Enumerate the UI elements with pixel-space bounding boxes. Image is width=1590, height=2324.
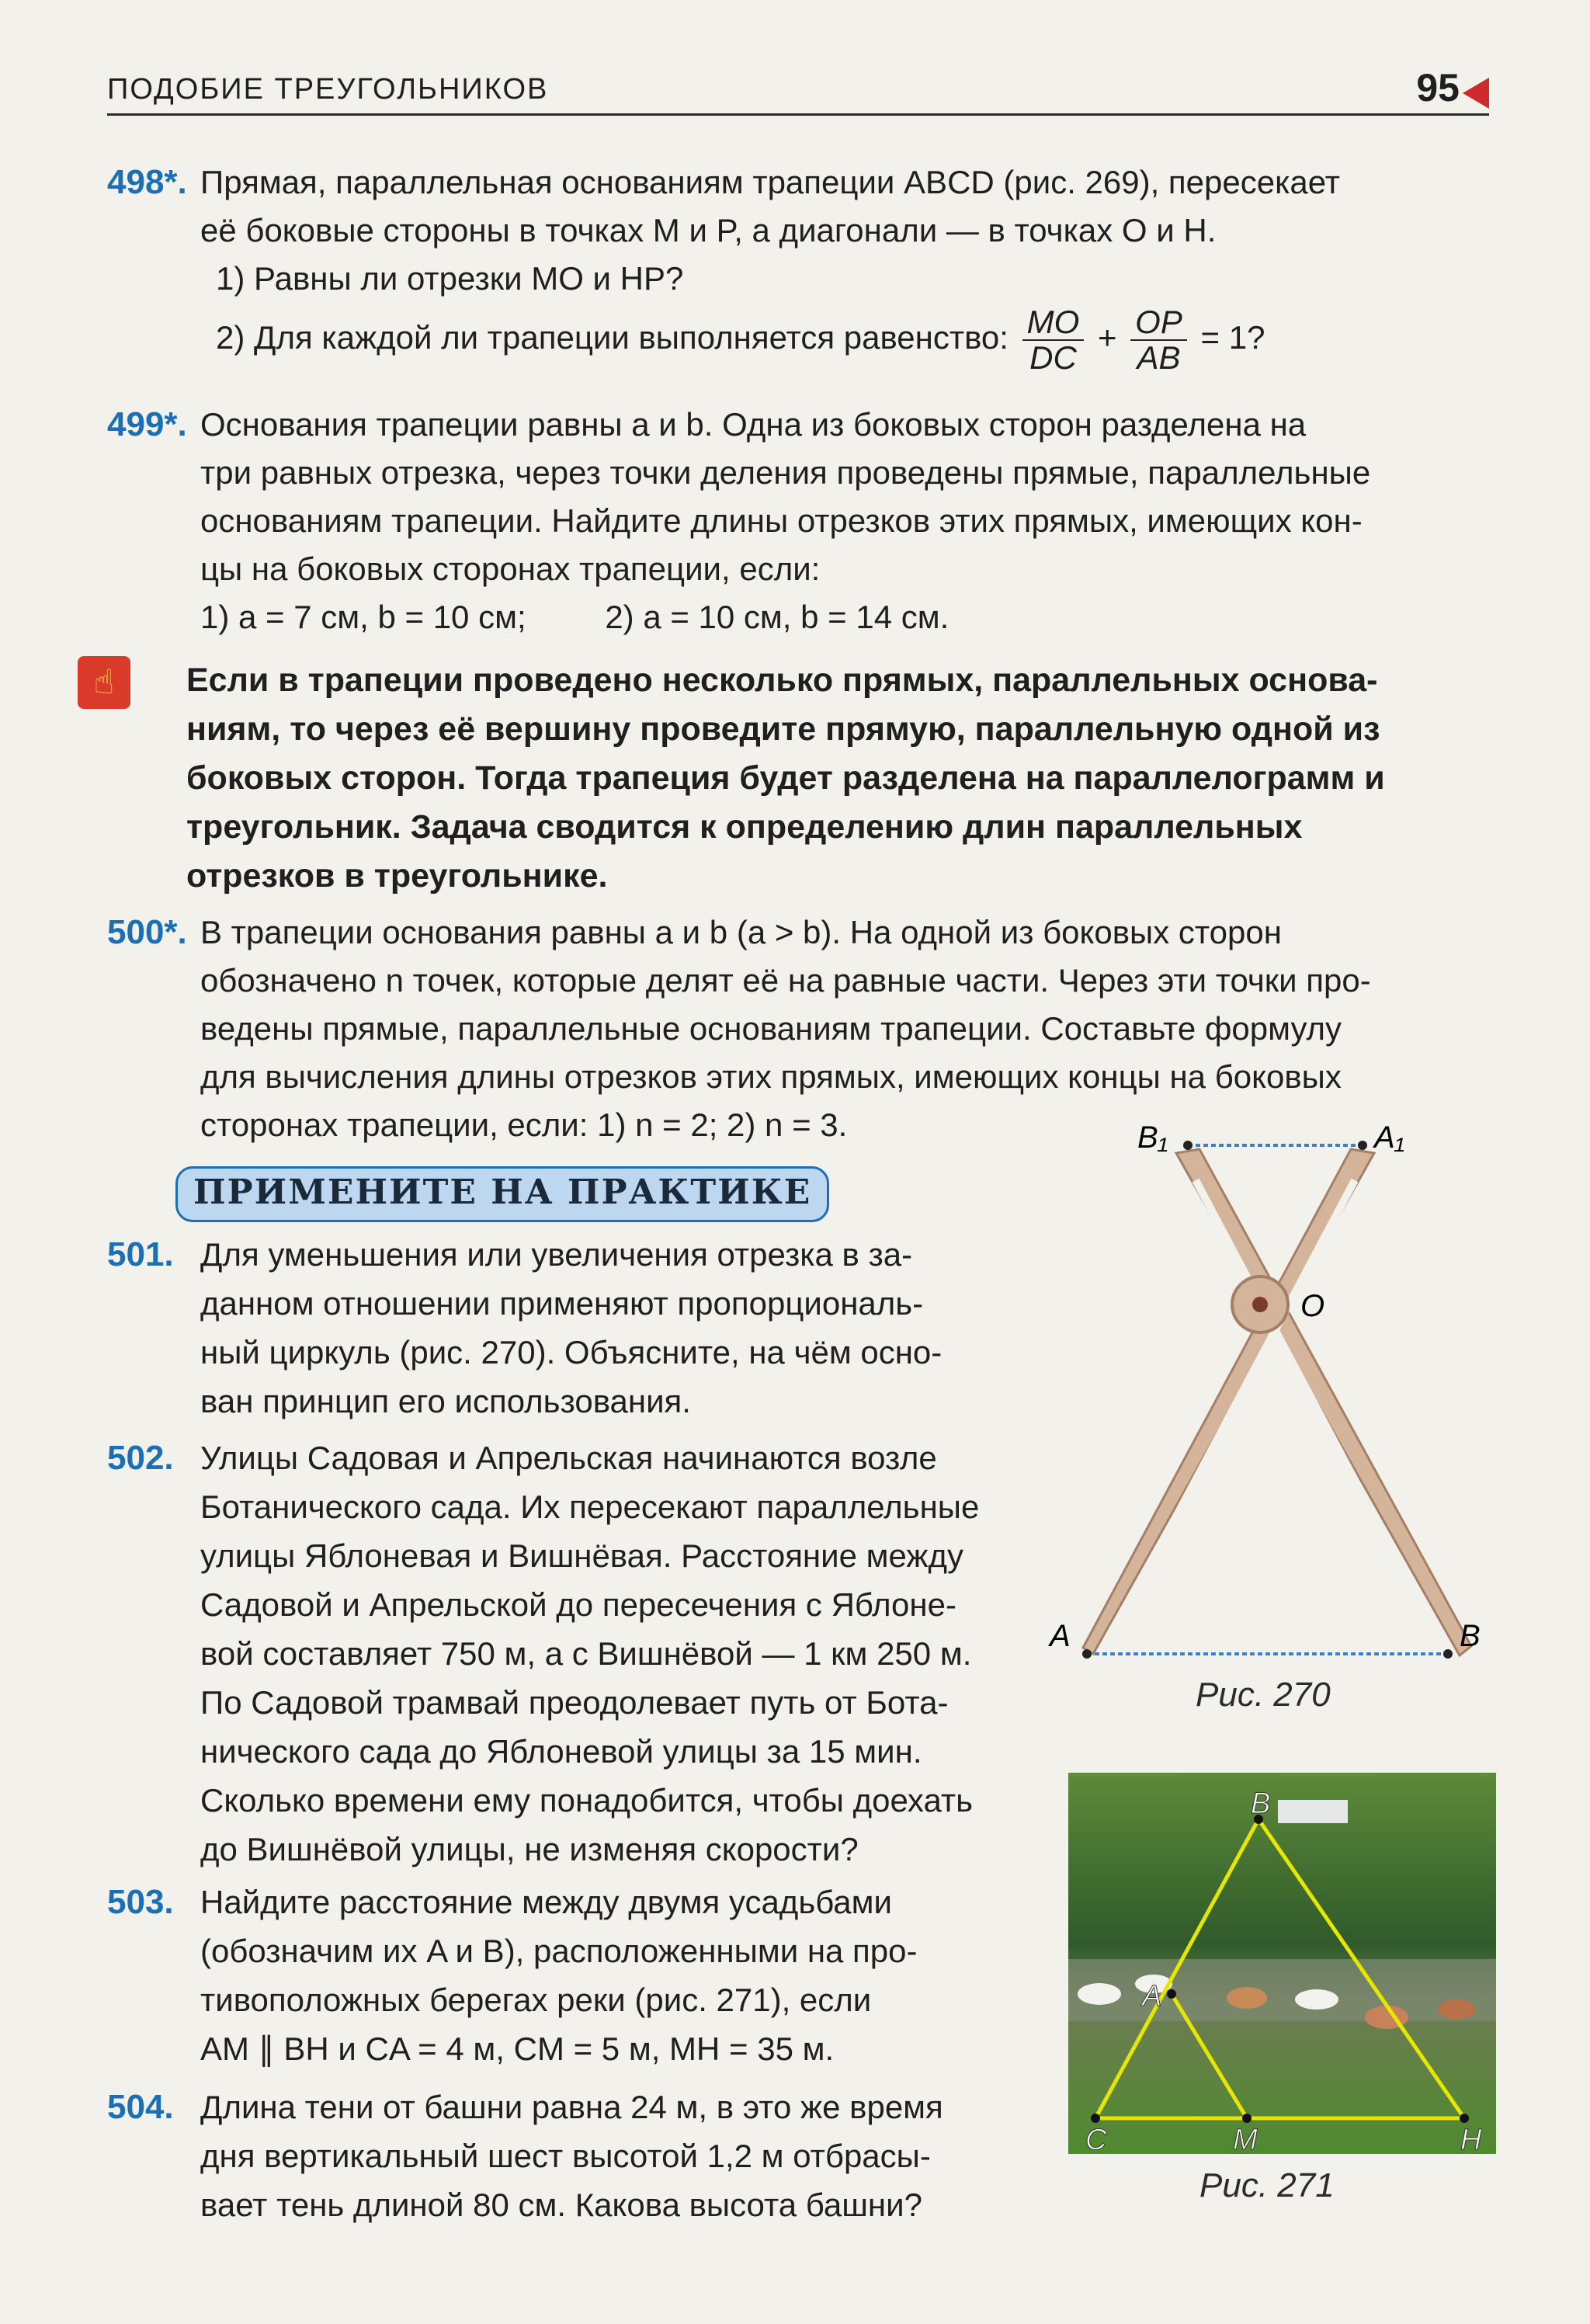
task-499 (107, 401, 1489, 641)
task-text: Найдите расстояние между двумя усадьбами (200, 1884, 892, 1920)
task-text: улицы Яблоневая и Вишнёвая. Расстояние между (200, 1537, 963, 1574)
goose (1295, 1989, 1338, 2010)
task-500 (107, 908, 1489, 1149)
task-text: Основания трапеции равны a и b. Одна из боковых сторон разделена на (200, 406, 1307, 443)
fraction-op-ab (1130, 305, 1187, 375)
task-text: её боковые стороны в точках M и P, а диагонали — в точках O и H. (200, 212, 1217, 248)
label-c: C (1085, 2124, 1107, 2154)
label-a1: A₁ (1374, 1120, 1405, 1155)
label-a: A (1050, 1619, 1071, 1653)
leg-slot (1157, 1180, 1355, 1553)
hint-text: треугольник. Задача сводится к определению длин параллельных (186, 808, 1303, 846)
task-text: ный циркуль (рис. 270). Объясните, на чём осно- (200, 1334, 943, 1370)
point-b1 (1183, 1141, 1192, 1150)
hint-text: боковых сторон. Тогда трапеция будет разделена на параллелограмм и (186, 759, 1385, 797)
river (1068, 1959, 1496, 2021)
page-header (107, 68, 1489, 116)
task-text: Садовой и Апрельской до пересечения с Яблоне- (200, 1586, 956, 1623)
label-a: A (1142, 1980, 1162, 2013)
label-b: B (1251, 1787, 1271, 1820)
label-m: M (1233, 2124, 1258, 2154)
task-text: (обозначим их A и B), расположенными на про- (200, 1933, 918, 1969)
task-text: AM ∥ BH и CA = 4 м, CM = 5 м, MH = 35 м. (200, 2030, 835, 2067)
task-number: 501. (107, 1235, 174, 1273)
task-text: Сколько времени ему понадобится, чтобы доехать (200, 1782, 974, 1819)
task-text: Ботанического сада. Их пересекают параллельные (200, 1489, 980, 1525)
point-m (1242, 2114, 1252, 2123)
denominator: AB (1137, 339, 1181, 376)
numerator: MO (1022, 305, 1085, 341)
hint-text: ниям, то через её вершину проведите прямую, параллельную одной из (186, 710, 1380, 748)
case-2: 2) a = 10 см, b = 14 см. (605, 599, 949, 635)
task-text: тивоположных берегах реки (рис. 271), если (200, 1982, 872, 2018)
task-text: Улицы Садовая и Апрельская начинаются возле (200, 1440, 937, 1476)
task-text: ван принцип его использования. (200, 1383, 691, 1419)
task-text: дня вертикальный шест высотой 1,2 м отбрасы- (200, 2138, 931, 2174)
denominator: DC (1029, 339, 1077, 376)
task-498 (107, 158, 1489, 376)
pivot-center (1252, 1297, 1268, 1312)
task-text: Для уменьшения или увеличения отрезка в за- (200, 1236, 913, 1273)
page-marker-icon (1463, 78, 1489, 109)
proportional-compass-figure (1040, 1118, 1506, 1677)
point-a (1082, 1649, 1092, 1659)
task-502 (107, 1433, 1039, 1874)
label-b1: B₁ (1137, 1120, 1168, 1155)
case-1: 1) a = 7 см, b = 10 см; (200, 599, 526, 635)
label-h: H (1460, 2124, 1482, 2154)
hint-text: отрезков в треугольнике. (186, 857, 608, 895)
task-text: В трапеции основания равны a и b (a > b). На одной из боковых сторон (200, 914, 1282, 950)
equals-one: = 1? (1200, 319, 1265, 356)
task-text: обозначено n точек, которые делят её на равные части. Через эти точки про- (200, 962, 1371, 999)
numerator: OP (1130, 305, 1187, 341)
task-text: основаниям трапеции. Найдите длины отрезков этих прямых, имеющих кон- (200, 502, 1363, 539)
question: 1) Равны ли отрезки MO и HP? (216, 260, 684, 297)
leg-slot (1196, 1180, 1394, 1553)
task-503 (107, 1878, 1039, 2073)
distant-house (1278, 1800, 1348, 1823)
task-number: 503. (107, 1883, 174, 1921)
task-text: вой составляет 750 м, а с Вишнёвой — 1 км 250 м. (200, 1635, 972, 1672)
task-text: для вычисления длины отрезков этих прямых, имеющих концы на боковых (200, 1058, 1342, 1095)
task-text: нического сада до Яблоневой улицы за 15 мин. (200, 1733, 922, 1770)
task-text: до Вишнёвой улицы, не изменяя скорости? (200, 1831, 859, 1867)
point-h (1460, 2114, 1469, 2123)
chapter-title: ПОДОБИЕ ТРЕУГОЛЬНИКОВ (107, 73, 549, 106)
figure-caption-270: Рис. 270 (1196, 1676, 1331, 1714)
hint-block (186, 656, 1491, 901)
hint-text: Если в трапеции проведено несколько прямых, параллельных основа- (186, 662, 1378, 699)
task-504 (107, 2083, 1039, 2229)
duck (1227, 1987, 1267, 2009)
task-number: 498*. (107, 163, 187, 201)
task-text: данном отношении применяют пропорциональ- (200, 1285, 924, 1322)
point-a (1167, 1989, 1176, 1999)
task-number: 504. (107, 2088, 174, 2126)
task-text: Длина тени от башни равна 24 м, в это же время (200, 2089, 943, 2125)
task-number: 499*. (107, 405, 187, 443)
task-text: цы на боковых сторонах трапеции, если: (200, 551, 821, 587)
task-text: По Садовой трамвай преодолевает путь от Бота- (200, 1684, 949, 1721)
question-text: 2) Для каждой ли трапеции выполняется равенство: (216, 319, 1009, 356)
question-2 (216, 303, 1489, 376)
task-text: сторонах трапеции, если: 1) n = 2; 2) n = 3. (200, 1106, 848, 1143)
figure-caption-271: Рис. 271 (1199, 2166, 1335, 2204)
point-c (1091, 2114, 1100, 2123)
goose (1078, 1983, 1121, 2005)
page-number: 95 (1416, 66, 1460, 109)
hand-pointer-icon: ☝ (78, 656, 130, 709)
task-text: три равных отрезка, через точки деления проведены прямые, параллельные (200, 454, 1371, 491)
point-a1 (1358, 1141, 1367, 1150)
label-o: O (1300, 1289, 1325, 1323)
task-501 (107, 1230, 1039, 1426)
river-photo-figure (1068, 1773, 1496, 2154)
task-text: вает тень длиной 80 см. Какова высота башни? (200, 2187, 922, 2223)
section-heading: ПРИМЕНИТЕ НА ПРАКТИКЕ (175, 1166, 829, 1222)
plus-sign: + (1097, 319, 1117, 356)
task-number: 500*. (107, 913, 187, 951)
task-number: 502. (107, 1439, 174, 1477)
task-text: Прямая, параллельная основаниям трапеции ABCD (рис. 269), пересекает (200, 164, 1340, 200)
fraction-mo-dc (1022, 305, 1085, 375)
point-b (1443, 1649, 1453, 1659)
duck (1438, 1999, 1475, 2020)
task-text: ведены прямые, параллельные основаниям трапеции. Составьте формулу (200, 1010, 1342, 1047)
label-b: B (1460, 1619, 1481, 1653)
